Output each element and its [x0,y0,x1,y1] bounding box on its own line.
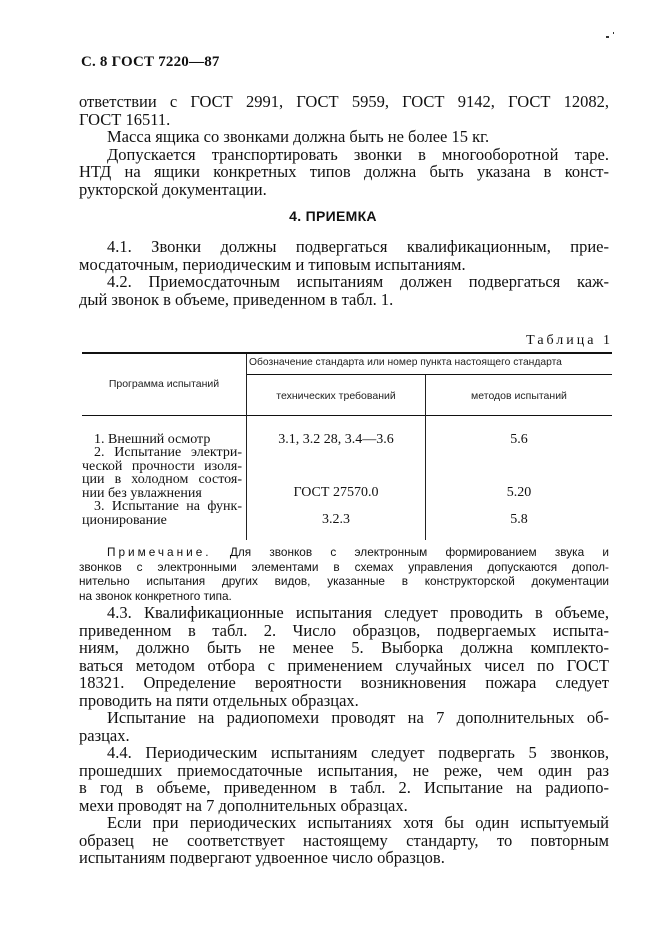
text-line: дый звонок в объеме, приведенном в табл. 1. [79,289,394,309]
th-methods: методов испытаний [471,390,567,402]
text-line: 4.2. Приемосдаточным испытаниям должен подвергаться каж- [107,272,609,291]
th-group: Обозначение стандарта или номер пункта настоящего стандарта [249,357,562,368]
text-line: 4.4. Периодическим испытаниям следует подвергать 5 звонков, [107,743,609,762]
th-tech: технических требований [276,390,396,402]
scan-speck [606,36,609,38]
text-line: ГОСТ 16511. [79,109,171,129]
table-header-rule [82,415,612,416]
table-note [79,545,609,603]
section-title: 4. ПРИЕМКА [289,208,377,224]
note-label: Примечание. [107,545,212,559]
table-group-rule [247,374,612,375]
clause-4-3 [79,604,609,744]
text-line: мехи проводят на 7 дополнительных образцах. [79,795,408,815]
text-line: проводить на пяти отдельных образцах. [79,690,359,710]
table-cell-methods: 5.8 [510,512,528,527]
text-line: нительно испытания других видов, указанные в конструкторской документации [79,574,609,588]
text-line: приведенном в табл. 2. Число образцов, подвергаемых испыта- [79,620,609,640]
text-line: ниям, должно быть не менее 5. Выборка должна комплекто- [79,638,609,657]
table-cell-methods: 5.6 [510,432,528,447]
th-program: Программа испытаний [108,378,220,390]
text-line: Допускается транспортировать звонки в многооборотной таре. [107,144,609,164]
text-line: звонков с электронными элементами в схемах управления допускаются допол- [79,559,609,574]
table-cell-tech: ГОСТ 27570.0 [293,485,379,500]
scan-speck [613,32,614,34]
text-line: 2. Испытание электри- [94,445,242,460]
text-line: 4.1. Звонки должны подвергаться квалификационным, прие- [107,237,609,256]
table-top-rule [82,352,612,354]
text-line: ответствии с ГОСТ 2991, ГОСТ 5959, ГОСТ 9142, ГОСТ 12082, [79,92,609,111]
table-cell-tech: 3.2.3 [322,512,350,527]
text-line: 1. Внешний осмотр [94,432,211,447]
text-line [79,545,609,560]
table-row-label [82,500,242,527]
text-line: ции в холодном состоя- [82,472,242,487]
text-line: разцах. [79,725,130,745]
table-cell-tech: 3.1, 3.2 28, 3.4—3.6 [278,432,394,447]
clause-4-4 [79,744,609,867]
clause-4-1 [79,238,609,273]
text-line: 18321. Определение вероятности возникновения пожара следует [79,673,609,692]
text-line: ционирование [82,512,167,528]
text-line: Для звонков с электронным формированием звука и [229,545,610,559]
text-line: ческой прочности изоля- [82,458,242,474]
text-line: на звонок конкретного типа. [79,588,232,603]
table-1 [82,352,612,540]
text-line: в год в объеме, приведенном в табл. 2. Испытание на радиопо- [79,778,609,797]
text-line: мосдаточным, периодическим и типовым испытаниям. [79,254,466,274]
text-line: ваться методом отбора с применением случайных чисел по ГОСТ [79,655,609,675]
text-line: рукторской документации. [79,179,267,199]
text-line: 3. Испытание на функ- [94,499,242,514]
text-line: Масса ящика со звонками должна быть не более 15 кг. [107,127,490,146]
text-line: НТД на ящики конкретных типов должна быть указана в конст- [79,162,609,181]
table-cell-methods: 5.20 [506,485,532,500]
text-line: испытаниям подвергают удвоенное число образцов. [79,848,445,867]
text-line: Испытание на радиопомехи проводят на 7 дополнительных об- [107,708,609,727]
clause-4-2 [79,273,609,308]
text-line: прошедших приемосдаточные испытания, не реже, чем один раз [79,760,609,780]
text-line: образец не соответствует настоящему стандарту, то повторным [79,830,609,850]
page-header: С. 8 ГОСТ 7220—87 [81,54,220,70]
intro-paragraph [79,93,609,198]
text-line: нии без увлажнения [82,485,202,501]
table-row-label [82,446,242,500]
text-line: Если при периодических испытаниях хотя бы один испытуемый [107,813,609,832]
table-caption: Таблица 1 [526,333,613,348]
text-line: 4.3. Квалификационные испытания следует проводить в объеме, [107,603,609,622]
